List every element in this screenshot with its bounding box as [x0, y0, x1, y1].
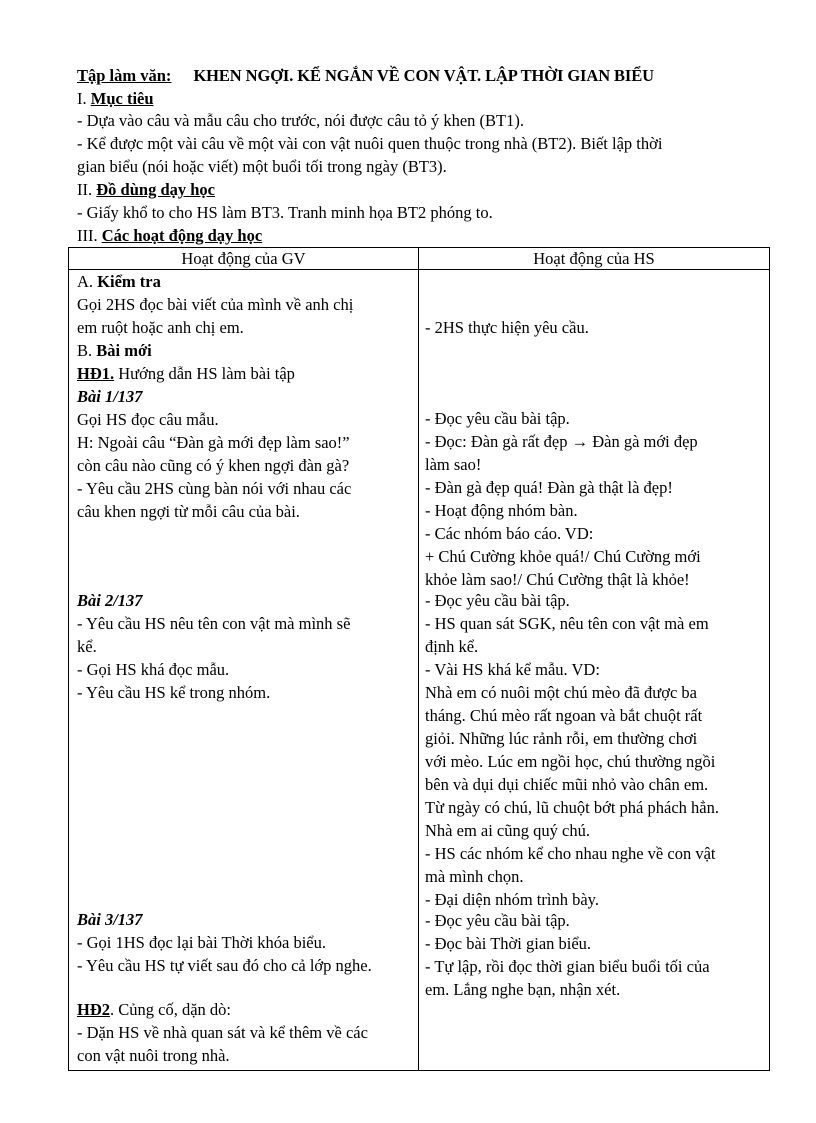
hs-line: em. Lắng nghe bạn, nhận xét. — [425, 980, 621, 999]
objective-line: - Dựa vào câu và mẫu câu cho trước, nói được câu tỏ ý khen (BT1). — [77, 111, 524, 130]
hd2-heading: HĐ2. Củng cố, dặn dò: — [77, 1000, 231, 1019]
hs-line: Từ ngày có chú, lũ chuột bớt phá phách hẳn. — [425, 798, 719, 817]
hs-line: - Đọc yêu cầu bài tập. — [425, 409, 570, 428]
section-materials-heading — [77, 179, 215, 201]
section-activities-heading — [77, 225, 262, 247]
hs-line: - Đại diện nhóm trình bày. — [425, 890, 599, 909]
gv-line: - Yêu cầu HS nêu tên con vật mà mình sẽ — [77, 614, 351, 633]
gv-line: - Yêu cầu HS kể trong nhóm. — [77, 683, 271, 702]
section-heading: Các hoạt động dạy học — [101, 226, 263, 245]
hs-line: - Tự lập, rồi đọc thời gian biểu buổi tối của — [425, 957, 710, 976]
lesson-title-line — [77, 66, 777, 86]
hs-line: - 2HS thực hiện yêu cầu. — [425, 318, 589, 337]
student-activity-cell — [419, 270, 770, 1071]
teacher-activity-cell — [69, 270, 419, 1071]
hs-line: - HS các nhóm kể cho nhau nghe về con vật — [425, 844, 716, 863]
section-numeral: I. — [77, 89, 87, 108]
hs-line: khỏe làm sao!/ Chú Cường thật là khỏe! — [425, 570, 690, 589]
gv-line: Gọi 2HS đọc bài viết của mình về anh chị — [77, 295, 354, 314]
hs-line: tháng. Chú mèo rất ngoan và bắt chuột rất — [425, 706, 703, 725]
gv-line: - Yêu cầu 2HS cùng bàn nói với nhau các — [77, 479, 352, 498]
part-b-heading: B. Bài mới — [77, 341, 152, 360]
gv-line: - Gọi HS khá đọc mẫu. — [77, 660, 230, 679]
gv-line: còn câu nào cũng có ý khen ngợi đàn gà? — [77, 456, 350, 475]
hs-line: - Đọc yêu cầu bài tập. — [425, 911, 570, 930]
hs-line: - Đọc bài Thời gian biểu. — [425, 934, 592, 953]
hs-line: làm sao! — [425, 455, 482, 474]
gv-line: câu khen ngợi từ mỗi câu của bài. — [77, 502, 300, 521]
part-a-heading: A. Kiểm tra — [77, 272, 161, 291]
hs-line: - Đọc: Đàn gà rất đẹp → Đàn gà mới đẹp — [425, 432, 698, 451]
materials-line: - Giấy khổ to cho HS làm BT3. Tranh minh họa BT2 phóng to. — [77, 203, 493, 222]
section-objectives-heading — [77, 88, 154, 110]
hs-line: - HS quan sát SGK, nêu tên con vật mà em — [425, 614, 709, 633]
hs-line: - Hoạt động nhóm bàn. — [425, 501, 578, 520]
subject-label: Tập làm văn: — [77, 66, 172, 85]
exercise-2-heading: Bài 2/137 — [77, 591, 143, 610]
hs-line: Nhà em ai cũng quý chú. — [425, 821, 590, 840]
activities-table — [68, 247, 770, 1071]
gv-line: - Dặn HS về nhà quan sát và kể thêm về các — [77, 1023, 368, 1042]
section-numeral: II. — [77, 180, 93, 199]
hs-line: giỏi. Những lúc rảnh rỗi, em thường chơi — [425, 729, 698, 748]
hs-line: mà mình chọn. — [425, 867, 524, 886]
gv-line: con vật nuôi trong nhà. — [77, 1046, 230, 1065]
header-student-activity: Hoạt động của HS — [419, 248, 770, 270]
section-numeral: III. — [77, 226, 98, 245]
hs-line: bên và dụi dụi chiếc mũi nhỏ vào chân em. — [425, 775, 709, 794]
hs-line: + Chú Cường khỏe quá!/ Chú Cường mới — [425, 547, 701, 566]
header-teacher-activity: Hoạt động của GV — [69, 248, 419, 270]
hs-line: - Các nhóm báo cáo. VD: — [425, 524, 594, 543]
gv-line: - Gọi 1HS đọc lại bài Thời khóa biểu. — [77, 933, 327, 952]
gv-line: Gọi HS đọc câu mẫu. — [77, 410, 219, 429]
lesson-title: KHEN NGỢI. KỂ NGẮN VỀ CON VẬT. LẬP THỜI GIAN BIỂU — [193, 66, 654, 85]
table-body-row — [69, 270, 770, 1071]
table-header-row — [69, 248, 770, 270]
objective-line: gian biểu (nói hoặc viết) một buổi tối trong ngày (BT3). — [77, 157, 447, 176]
exercise-3-heading: Bài 3/137 — [77, 910, 143, 929]
gv-line: em ruột hoặc anh chị em. — [77, 318, 244, 337]
hs-line: - Vài HS khá kể mẫu. VD: — [425, 660, 600, 679]
objective-line: - Kể được một vài câu về một vài con vật nuôi quen thuộc trong nhà (BT2). Biết lập thời — [77, 134, 663, 153]
gv-line: kể. — [77, 637, 97, 656]
hs-line: Nhà em có nuôi một chú mèo đã được ba — [425, 683, 697, 702]
hs-line: - Đàn gà đẹp quá! Đàn gà thật là đẹp! — [425, 478, 673, 497]
hd1-heading: HĐ1. Hướng dẫn HS làm bài tập — [77, 364, 295, 383]
gv-line: H: Ngoài câu “Đàn gà mới đẹp làm sao!” — [77, 433, 350, 452]
gv-line: - Yêu cầu HS tự viết sau đó cho cả lớp nghe. — [77, 956, 372, 975]
section-heading: Đồ dùng dạy học — [96, 180, 215, 199]
hs-line: với mèo. Lúc em ngồi học, chú thường ngồi — [425, 752, 716, 771]
exercise-1-heading: Bài 1/137 — [77, 387, 143, 406]
hs-line: - Đọc yêu cầu bài tập. — [425, 591, 570, 610]
section-heading: Mục tiêu — [90, 89, 154, 108]
hs-line: định kể. — [425, 637, 479, 656]
